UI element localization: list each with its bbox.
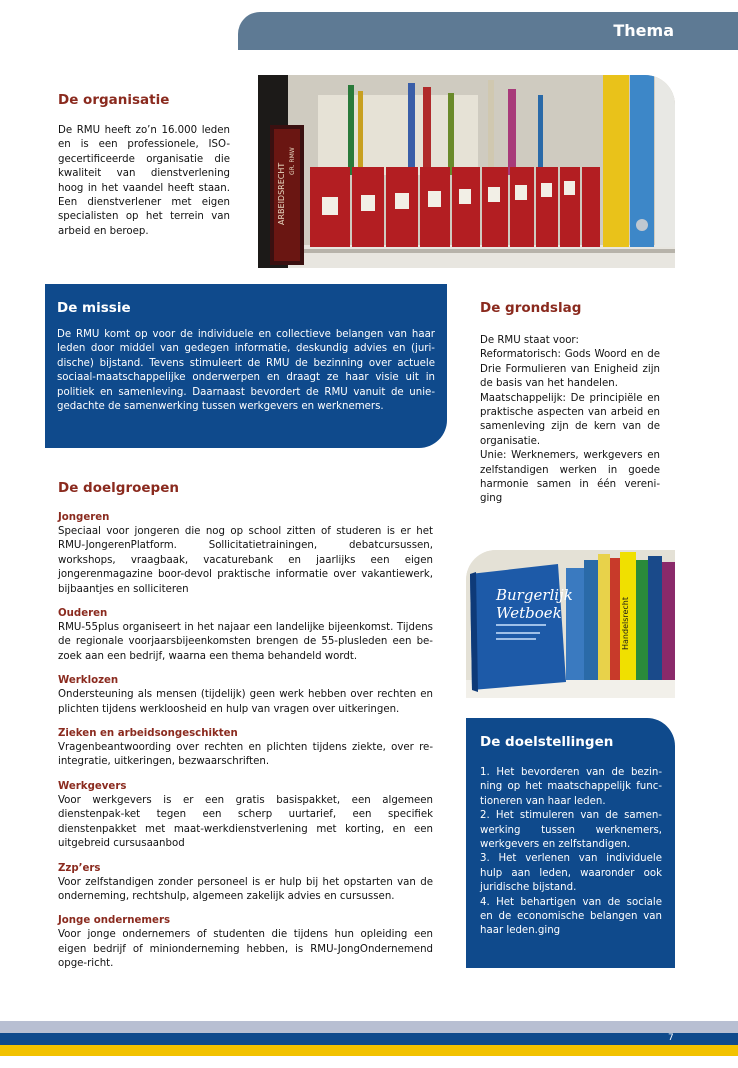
doelstelling-item: 2. Het stimuleren van de samen-werking tussen werknemers, werkgevers en zelfstandigen. xyxy=(480,810,662,851)
doelgroep-text: Voor zelfstandigen zonder personeel is er hulp bij het opstarten van de onderneming, rechtshulp, algemeen zakelijk advies en cursussen. xyxy=(58,876,433,902)
doelgroep-name: Zzp’ers xyxy=(58,862,101,874)
doelgroep-item xyxy=(58,862,433,905)
book-photo-svg xyxy=(466,550,675,698)
footer-stripe-yellow xyxy=(0,1045,738,1056)
book-spine-label: Handelsrecht xyxy=(621,596,630,650)
page-number: 7 xyxy=(668,1033,674,1043)
doelgroep-item xyxy=(58,727,433,770)
doelgroep-name: Werkgevers xyxy=(58,780,127,792)
footer-stripe-blue xyxy=(0,1033,738,1045)
doelgroep-text: RMU-55plus organiseert in het najaar een landelijke bijeenkomst. Tijdens de regionale voorjaarsbijeenkomsten brengen de 55-plusleden een be-zoek aan een bedrijf, waarna een thema behandeld wordt. xyxy=(58,622,433,662)
missie-box xyxy=(45,284,447,448)
binder-spine-label: ARBEIDSRECHT xyxy=(277,162,286,225)
grondslag-line: Unie: Werknemers, werkgevers en zelfstandigen werken in goede harmonie samen in één vereni-ging xyxy=(480,450,660,505)
doelstelling-item: 4. Het behartigen van de sociale en de economische belangen van haar leden.ging xyxy=(480,896,662,937)
doelgroep-item xyxy=(58,780,433,852)
doelgroep-name: Jongeren xyxy=(58,512,110,523)
organisatie-section xyxy=(58,92,230,239)
grondslag-line: Reformatorisch: Gods Woord en de Drie Formulieren van Enigheid zijn de basis van het handelen. xyxy=(480,349,660,390)
doelgroep-name: Werklozen xyxy=(58,675,119,687)
doelgroep-name: Ouderen xyxy=(58,608,108,620)
book-photo xyxy=(466,550,675,698)
doelgroep-name: Zieken en arbeidsongeschikten xyxy=(58,728,238,740)
section-title: Thema xyxy=(613,21,674,40)
doelgroep-name: Jonge ondernemers xyxy=(58,915,171,927)
doelgroep-text: Vragenbeantwoording over rechten en plichten tijdens ziekte, over re-integratie, uitkeringen, bezwaarschriften. xyxy=(58,742,433,768)
footer-stripe-light xyxy=(0,1021,738,1033)
binders-photo-svg xyxy=(258,75,675,268)
binders-photo xyxy=(258,75,675,268)
doelstelling-item: 3. Het verlenen van individuele hulp aan leden, waaronder ook juridische bijstand. xyxy=(480,853,662,894)
doelgroep-text: Voor jonge ondernemers of studenten die tijdens hun opleiding een eigen bedrijf of minionderneming hebben, is RMU-JongOndernemend opge-richt. xyxy=(58,929,433,970)
doelstelling-item: 1. Het bevorderen van de bezin-ning op het maatschappelijk func-tioneren van haar leden. xyxy=(480,767,662,807)
missie-title: De missie xyxy=(57,300,131,316)
book-title-line2: Wetboek xyxy=(496,604,562,622)
doelgroepen-list xyxy=(58,511,433,972)
doelgroep-item xyxy=(58,511,433,597)
doelgroep-item xyxy=(58,674,433,717)
missie-text: De RMU komt op voor de individuele en collectieve belangen van haar leden door middel van gedegen informatie, deskundig advies en (juri-dische) bijstand. Tevens stimuleert de RMU de bezinning over actuele sociaal-maatschappelijke onderwerpen en draagt ze haar visie uit in politiek en samenleving. Daarnaast bevordert de RMU vanuit de unie-gedachte de samenwerking tussen werkgevers en werknemers. xyxy=(57,329,435,413)
doelgroep-text: Speciaal voor jongeren die nog op school zitten of studeren is er het RMU-JongerenPlatform. Sollicitatietrainingen, debatcursussen, workshops, vraagbaak, vacaturebank en jaarlijks een eigen jongerenmagazine boor-devol praktische informatie over vakantiewerk, bijbaantjes en solliciteren xyxy=(58,526,433,595)
doelgroepen-title: De doelgroepen xyxy=(58,480,179,496)
grondslag-title: De grondslag xyxy=(480,300,582,316)
doelgroep-text: Voor werkgevers is er een gratis basispakket, een algemeen dienstenpak-ket tegen een scherp uurtarief, een specifiek dienstenpakket met maat-werkdienstverlening met korting, en een uitgebreid cursusaanbod xyxy=(58,794,433,850)
doelgroep-text: Ondersteuning als mensen (tijdelijk) geen werk hebben over rechten en plichten tijdens werkloosheid en hulp van vragen over uitkeringen. xyxy=(58,689,433,715)
doelgroepen-section xyxy=(58,480,433,982)
doelgroep-item xyxy=(58,914,433,971)
doelstellingen-box xyxy=(466,718,675,968)
doelstellingen-title: De doelstellingen xyxy=(480,734,614,750)
grondslag-line: De RMU staat voor: xyxy=(480,335,579,346)
doelgroep-item xyxy=(58,607,433,664)
book-title-line1: Burgerlijk xyxy=(496,586,573,604)
organisatie-title: De organisatie xyxy=(58,92,170,108)
section-header-tab xyxy=(238,12,738,50)
binder-spine-label-top: GR. RMW xyxy=(289,147,296,175)
grondslag-line: Maatschappelijk: De principiële en praktische aspecten van arbeid en samenleving zijn de kern van de organisatie. xyxy=(480,392,660,447)
grondslag-section xyxy=(480,300,660,507)
organisatie-text: De RMU heeft zo’n 16.000 leden en is een professionele, ISO-gecertificeerde organisatie die kwaliteit van dienstverlening hoog in het vaandel heeft staan. Een dienstverlener met eigen specialisten op het terrein van arbeid en beroep. xyxy=(58,125,230,237)
